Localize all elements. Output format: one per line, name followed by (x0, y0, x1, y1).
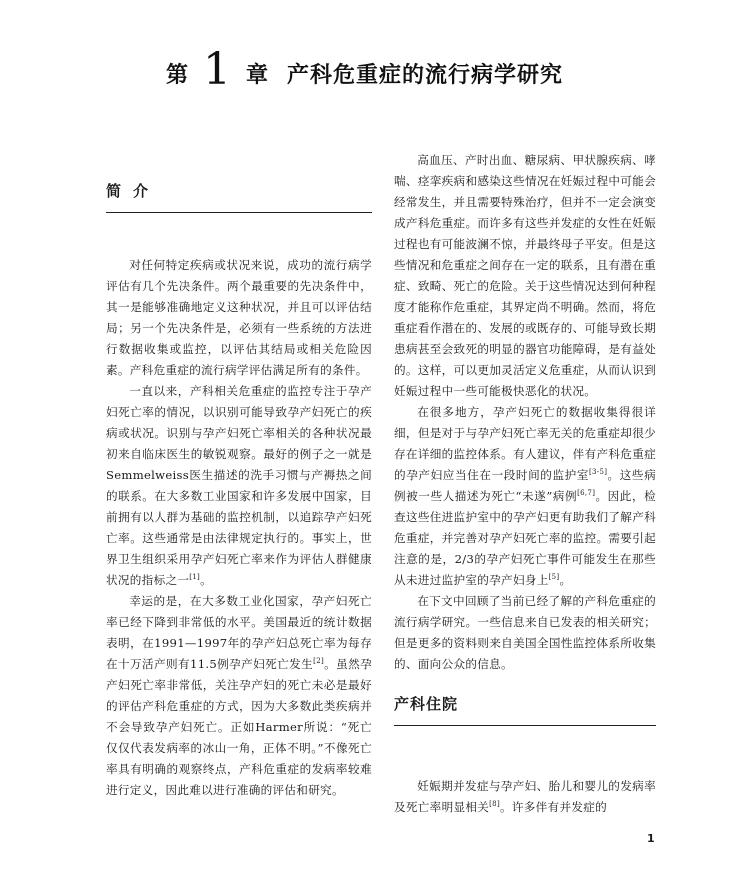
chapter-number: 1 (202, 44, 232, 95)
chapter-prefix: 第 (165, 63, 189, 88)
page-number: 1 (647, 832, 655, 845)
chapter-title (0, 44, 729, 95)
right-column (394, 150, 656, 818)
paragraph: 妊娠期并发症与孕产妇、胎儿和婴儿的发病率及死亡率明显相关[8]。许多伴有并发症的 (394, 779, 656, 814)
paragraph: 在很多地方，孕产妇死亡的数据收集得很详细，但是对于与孕产妇死亡率无关的危重症却很少存在详细的监控体系。有人建议，伴有产科危重症的孕产妇应当住在一段时间的监护室[3-5]。这些病例被一些人描述为死亡“未遂”病例[6,7]。因此，检查这些住进监护室中的孕产妇更有助我们了解产科危重症，并完善对孕产妇死亡率的监控。需要引起注意的是，2/3的孕产妇死亡事件可能发生在那些从未进过监护室的孕产妇身上[5]。 (394, 405, 657, 587)
citation: [1] (189, 573, 201, 581)
citation: [5] (548, 573, 560, 581)
paragraph: 高血压、产时出血、糖尿病、甲状腺疾病、哮喘、痉挛疾病和感染这些情况在妊娠过程中可能会经常发生，并且需要特殊治疗，但并不一定会演变成产科危重症。而许多有这些并发症的女性在妊娠过程也有可能波澜不惊，并最终母子平安。但是这些情况和危重症之间存在一定的联系，且有潜在重症、致畸、死亡的危险。关于这些情况达到何种程度才能称作危重症，其界定尚不明确。然而，将危重症看作潜在的、发展的或既存的、可能导致长期患病甚至会致死的明显的器官功能障碍，是有益处的。这样，可以更加灵活定义危重症，从而认识到妊娠过程中一些可能极快恶化的状况。 (394, 153, 656, 398)
left-column (106, 180, 372, 801)
section-heading-intro: 简介 (106, 180, 372, 213)
citation: [2] (313, 657, 324, 665)
section-heading-obstetric-admissions: 产科住院 (394, 693, 656, 726)
citation: [3-5] (589, 468, 608, 476)
citation: [8] (489, 800, 500, 808)
citation: [6,7] (577, 489, 596, 497)
paragraph: 一直以来，产科相关危重症的监控专注于孕产妇死亡率的情况，以识别可能导致孕产妇死亡的疾病或状况。识别与孕产妇死亡率相关的各种状况最初来自临床医生的敏锐观察。最好的例子之一就是Semmelweiss医生描述的洗手习惯与产褥热之间的联系。在大多数工业国家和许多发展中国家，目前拥有以人群为基础的监控机制，以追踪孕产妇死亡率。这些通常是由法律规定执行的。事实上，世界卫生组织采用孕产妇死亡率来作为评估人群健康状况的指标之一[1]。 (106, 384, 372, 587)
chapter-title-text: 产科危重症的流行病学研究 (287, 63, 564, 88)
paragraph: 幸运的是，在大多数工业化国家，孕产妇死亡率已经下降到非常低的水平。美国最近的统计数据表明，在1991—1997年的孕产妇总死亡率为每存在十万活产则有11.5例孕产妇死亡发生[2]。虽然孕产妇死亡率非常低，关注孕产妇的死亡未必是最好的评估产科危重症的方式，因为大多数此类疾病并不会导致孕产妇死亡。正如Harmer所说：“死亡仅仅代表发病率的冰山一角，正体不明。”不像死亡率具有明确的观察终点，产科危重症的发病率较难进行定义，因此难以进行准确的评估和研究。 (106, 594, 373, 797)
paragraph: 在下文中回顾了当前已经了解的产科危重症的流行病学研究。一些信息来自已发表的相关研究；但是更多的资料则来自美国全国性监控体系所收集的、面向公众的信息。 (394, 594, 656, 671)
paragraph: 对任何特定疾病或状况来说，成功的流行病学评估有几个先决条件。两个最重要的先决条件中，其一是能够准确地定义这种状况，并且可以评估结局；另一个先决条件是，必须有一些系统的方法进行数据收集或监控，以评估其结局或相关危险因素。产科危重症的流行病学评估满足所有的条件。 (106, 258, 372, 377)
chapter-suffix: 章 (245, 63, 269, 88)
